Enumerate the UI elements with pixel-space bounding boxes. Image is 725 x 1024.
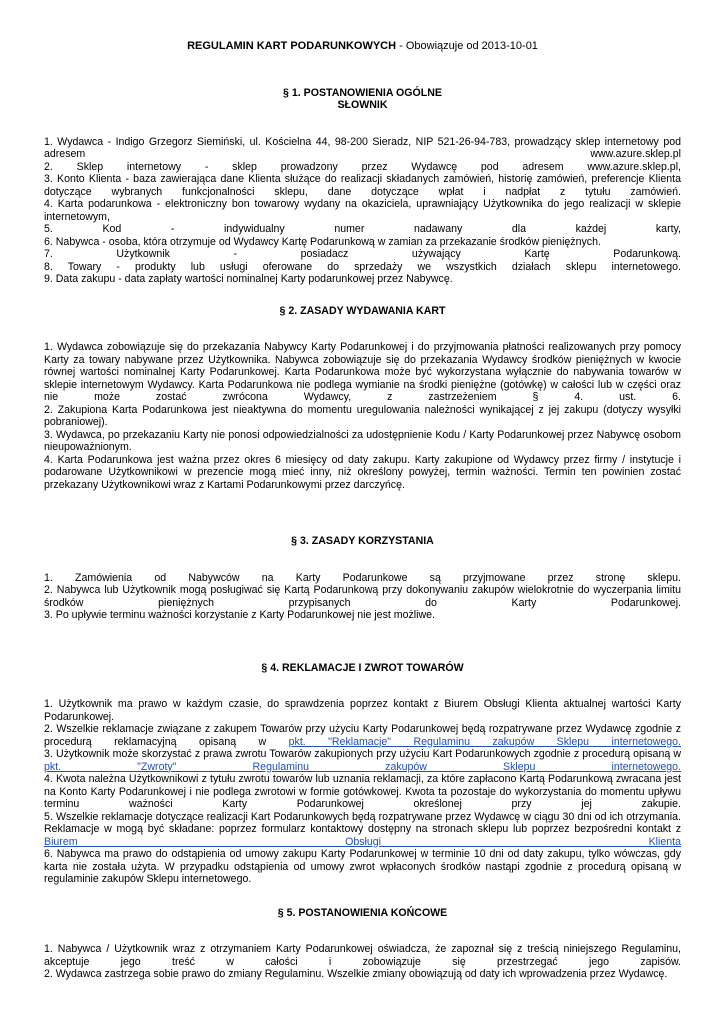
section-4 bbox=[44, 662, 681, 886]
section-2-heading: § 2. ZASADY WYDAWANIA KART bbox=[279, 304, 446, 317]
section-1 bbox=[44, 87, 681, 286]
s4-item-3 bbox=[44, 748, 681, 773]
zwroty-link[interactable]: pkt. "Zwroty" Regulaminu zakupów Sklepu internetowego. bbox=[44, 760, 681, 773]
s2-item-4: 4. Karta Podarunkowa jest ważna przez okres 6 miesięcy od daty zakupu. Karty zakupione od Wydawcy przez firmy / instytucje i podarowane Użytkownikowi w prezencie mogą mieć inny, niż określony powyżej, termin ważności. Termin ten powinien zostać przekazany Użytkownikowi wraz z Kartami Podarunkowymi przez darczyńcę. bbox=[44, 453, 681, 491]
section-2 bbox=[44, 305, 681, 492]
document-title bbox=[44, 40, 681, 53]
s5-item-1: 1. Nabywca / Użytkownik wraz z otrzymaniem Karty Podarunkowej oświadcza, że zapoznał się z treścią niniejszego Regulaminu, akceptuje jego treść w całości i zobowiązuje się przestrzegać jego zapisów. bbox=[44, 943, 681, 968]
s1-item-6: 6. Nabywca - osoba, która otrzymuje od Wydawcy Kartę Podarunkową w zamian za przekazanie środków pieniężnych. bbox=[44, 235, 601, 248]
s4-item-4: 4. Kwota należna Użytkownikowi z tytułu zwrotu towarów lub uznania reklamacji, za które zapłacono Kartą Podarunkową zwracana jest na Konto Karty Podarunkowej i nie podlega zwrotowi w formie gotówkowej. Kwota ta pozostaje do wykorzystania do momentu upływu terminu ważności Karty Podarunkowej określonej przy jej zakupie. bbox=[44, 773, 681, 810]
s3-item-2: 2. Nabywca lub Użytkownik mogą posługiwać się Kartą Podarunkową przy dokonywaniu zakupów wielokrotnie do wyczerpania limitu środków pieniężnych przypisanych do Karty Podarunkowej. bbox=[44, 584, 681, 609]
s4-item-5-text: 5. Wszelkie reklamacje dotyczące realizacji Kart Podarunkowych będą rozpatrywane przez Wydawcę w ciągu 30 dni od ich otrzymania. Reklamacje w mogą być składane: poprzez formularz kontaktowy dostępny na stronach sklepu lub poprzez bezpośredni kontakt z bbox=[44, 810, 681, 835]
s4-item-6: 6. Nabywca ma prawo do odstąpienia od umowy zakupu Karty Podarunkowej w terminie 10 dni od daty zakupu, tylko wówczas, gdy karta nie została użyta. W przypadku odstąpienia od umowy zwrot wpłaconych środków nastąpi zgodnie z procedurą opisaną w regulaminie zakupów Sklepu internetowego. bbox=[44, 848, 681, 885]
section-4-heading: § 4. REKLAMACJE I ZWROT TOWARÓW bbox=[261, 661, 464, 674]
s1-item-1: 1. Wydawca - Indigo Grzegorz Siemiński, ul. Kościelna 44, 98-200 Sieradz, NIP 521-26-94-783, prowadzący sklep internetowy pod adresem www.azure.sklep.pl bbox=[44, 135, 681, 160]
s4-item-1: 1. Użytkownik ma prawo w każdym czasie, do sprawdzenia poprzez kontakt z Biurem Obsługi Klienta aktualnej wartości Karty Podarunkowej. bbox=[44, 698, 681, 723]
title-bold: REGULAMIN KART PODARUNKOWYCH bbox=[187, 40, 397, 52]
s1-item-5: 5. Kod - indywidualny numer nadawany dla każdej karty, bbox=[44, 223, 681, 235]
s4-item-2 bbox=[44, 723, 681, 748]
s4-item-2-text: 2. Wszelkie reklamacje związane z zakupem Towarów przy użyciu Karty Podarunkowej będą rozpatrywane przez Wydawcę zgodnie z procedurą reklamacyjną opisaną w bbox=[44, 723, 681, 748]
section-5 bbox=[44, 907, 681, 981]
s1-item-8: 8. Towary - produkty lub usługi oferowane do sprzedaży we wszystkich działach sklepu internetowego. bbox=[44, 260, 681, 273]
title-effective-date: - Obowiązuje od 2013-10-01 bbox=[396, 40, 538, 52]
section-1-heading: § 1. POSTANOWIENIA OGÓLNE bbox=[283, 86, 442, 99]
s2-item-1: 1. Wydawca zobowiązuje się do przekazania Nabywcy Karty Podarunkowej i do przyjmowania płatności realizowanych przy pomocy Karty za towary nabywane przez Użytkownika. Nabywca zobowiązuje się do przekazania Wydawcy środków pieniężnych w kwocie równej wartości nominalnej Karty Podarunkowej. Karta Podarunkowa może być wykorzystana wyłącznie do nabywania towarów w sklepie internetowym Wydawcy. Karta Podarunkowa nie podlega wymianie na środki pieniężne (gotówkę) w całości lub w części oraz nie może zostać zwrócona Wydawcy, z zastrzeżeniem § 4. ust. 6. bbox=[44, 341, 681, 403]
s2-item-3: 3. Wydawca, po przekazaniu Karty nie ponosi odpowiedzialności za udostępnienie Kodu / Karty Podarunkowej przez Nabywcę osobom nieupoważnionym. bbox=[44, 428, 681, 453]
s1-item-7: 7. Użytkownik - posiadacz używający Kartę Podarunkową. bbox=[44, 248, 681, 260]
section-1-subheading: SŁOWNIK bbox=[337, 99, 388, 111]
section-5-heading: § 5. POSTANOWIENIA KOŃCOWE bbox=[277, 906, 448, 919]
s3-item-1: 1. Zamówienia od Nabywców na Karty Podarunkowe są przyjmowane przez stronę sklepu. bbox=[44, 571, 681, 584]
section-3-heading: § 3. ZASADY KORZYSTANIA bbox=[291, 535, 434, 547]
s5-item-2: 2. Wydawca zastrzega sobie prawo do zmiany Regulaminu. Wszelkie zmiany obowiązują od daty ich wprowadzenia przez Wydawcę. bbox=[44, 968, 668, 980]
document-page bbox=[44, 40, 681, 981]
s2-item-2: 2. Zakupiona Karta Podarunkowa jest nieaktywna do momentu uregulowania należności wynikającej z jej zakupu (dotyczy wysyłki pobraniowej). bbox=[44, 403, 681, 428]
s1-item-2: 2. Sklep internetowy - sklep prowadzony przez Wydawcę pod adresem www.azure.sklep.pl, bbox=[44, 160, 681, 173]
customer-service-link[interactable]: Biurem Obsługi Klienta bbox=[44, 835, 681, 848]
s1-item-9: 9. Data zakupu - data zapłaty wartości nominalnej Karty podarunkowej przez Nabywcę. bbox=[44, 273, 453, 285]
s1-item-3: 3. Konto Klienta - baza zawierająca dane Klienta służące do realizacji składanych zamówień, historię zamówień, preferencje Klienta dotyczące wybranych funkcjonalności sklepu, dane dotyczące wpłat i nadpłat z tytułu zamówień. bbox=[44, 173, 681, 198]
s1-item-4: 4. Karta podarunkowa - elektroniczny bon towarowy wydany na okaziciela, uprawniający Użytkownika do jego realizacji w sklepie internetowym, bbox=[44, 198, 681, 223]
s4-item-3-text: 3. Użytkownik może skorzystać z prawa zwrotu Towarów zakupionych przy użyciu Kart Podarunkowych zgodnie z procedurą opisaną w bbox=[44, 748, 681, 760]
s3-item-3: 3. Po upływie terminu ważności korzystanie z Karty Podarunkowej nie jest możliwe. bbox=[44, 609, 435, 621]
section-3 bbox=[44, 535, 681, 622]
s4-item-5 bbox=[44, 811, 681, 849]
reklamacje-link[interactable]: pkt. "Reklamacje" Regulaminu zakupów Sklepu internetowego. bbox=[288, 735, 681, 748]
